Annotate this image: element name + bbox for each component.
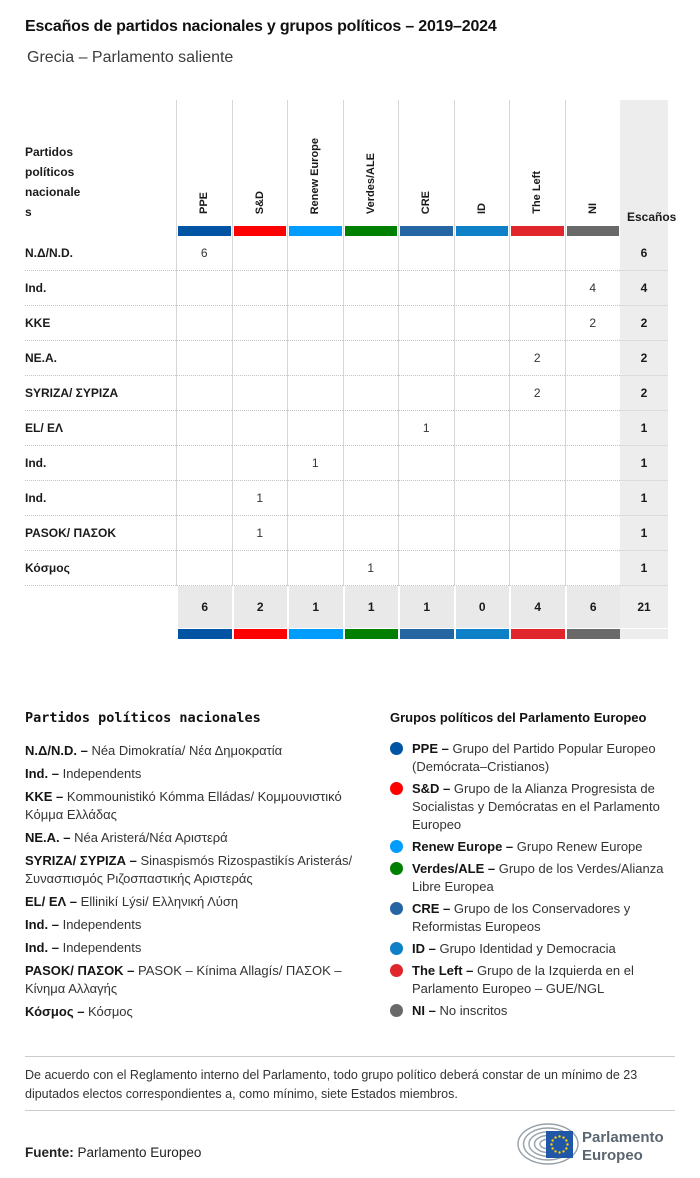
group-header-cells xyxy=(176,100,620,236)
group-legend-text xyxy=(412,780,678,834)
row-values xyxy=(176,341,620,376)
bottom-bar-spacer xyxy=(25,629,176,639)
seat-count-cell xyxy=(232,551,288,586)
row-values xyxy=(176,271,620,306)
row-values xyxy=(176,551,620,586)
seat-count-cell: 1 xyxy=(343,551,399,586)
seats-header-label: Escaños xyxy=(627,210,677,224)
group-legend-item xyxy=(390,780,678,834)
party-term: Ν.Δ/N.D. – xyxy=(25,743,88,758)
party-definition: Independents xyxy=(62,766,142,781)
group-header-cell xyxy=(176,100,232,236)
european-parliament-logo xyxy=(516,1117,684,1176)
seat-count-cell xyxy=(398,446,454,481)
seats-column-header xyxy=(620,100,677,236)
seat-count-cell xyxy=(454,411,510,446)
seats-value-cell: 2 xyxy=(620,306,668,341)
group-total-cell: 1 xyxy=(289,586,343,628)
group-definition: No inscritos xyxy=(439,1003,508,1018)
party-label: SYRIZA/ ΣΥΡΙΖΑ xyxy=(25,376,176,411)
group-color-bar xyxy=(234,226,287,236)
seat-count-cell xyxy=(398,516,454,551)
group-term: S&D – xyxy=(412,781,451,796)
party-label: Ind. xyxy=(25,446,176,481)
group-color-dot-icon xyxy=(390,902,403,915)
table-header-row xyxy=(25,100,677,236)
divider-bottom xyxy=(25,1110,675,1111)
seat-count-cell xyxy=(565,481,621,516)
seat-count-cell xyxy=(398,271,454,306)
seat-count-cell xyxy=(454,376,510,411)
group-definition: Grupo del Partido Popular Europeo (Demócrata–Cristianos) xyxy=(412,741,656,774)
party-legend-item xyxy=(25,852,365,888)
seat-count-cell xyxy=(176,516,232,551)
political-groups-legend-heading: Grupos políticos del Parlamento Europeo xyxy=(390,710,647,725)
seat-count-cell xyxy=(509,446,565,481)
seat-count-cell xyxy=(343,446,399,481)
group-total-cell: 6 xyxy=(567,586,621,628)
seat-count-cell xyxy=(176,306,232,341)
group-header-cell xyxy=(509,100,565,236)
seat-count-cell xyxy=(454,236,510,271)
group-header-label: ID xyxy=(475,203,488,214)
color-bar-segment xyxy=(400,629,454,639)
national-parties-legend xyxy=(25,710,365,1026)
bottom-bar-segments xyxy=(176,629,620,639)
table-row xyxy=(25,481,668,516)
party-legend-item xyxy=(25,742,365,760)
seat-count-cell xyxy=(343,236,399,271)
seat-count-cell xyxy=(232,341,288,376)
totals-cells xyxy=(176,586,620,628)
group-term: Verdes/ALE – xyxy=(412,861,496,876)
group-header-label: The Left xyxy=(531,171,544,214)
seats-value-cell: 2 xyxy=(620,341,668,376)
group-term: PPE – xyxy=(412,741,449,756)
group-color-bar xyxy=(178,226,231,236)
source-text: Parlamento Europeo xyxy=(77,1145,202,1160)
seat-count-cell xyxy=(176,411,232,446)
seat-count-cell xyxy=(287,411,343,446)
group-header-label: NI xyxy=(586,203,599,214)
party-legend-list xyxy=(25,742,365,1021)
ep-logo-graphic xyxy=(516,1117,684,1171)
row-values xyxy=(176,411,620,446)
group-legend-item xyxy=(390,962,678,998)
seat-count-cell: 2 xyxy=(565,306,621,341)
seats-value-cell: 1 xyxy=(620,411,668,446)
seat-count-cell xyxy=(454,271,510,306)
logo-text-line2: Europeo xyxy=(582,1147,643,1164)
table-row xyxy=(25,446,668,481)
row-values xyxy=(176,481,620,516)
footnote-text: De acuerdo con el Reglamento interno del Parlamento, todo grupo político deberá constar de un mínimo de 23 diputados electos correspondientes a, como mínimo, siete Estados miembros. xyxy=(25,1068,638,1101)
party-definition: Independents xyxy=(62,940,142,955)
group-term: ID – xyxy=(412,941,436,956)
group-header-cell xyxy=(565,100,621,236)
color-bar-segment xyxy=(289,629,343,639)
party-legend-item xyxy=(25,939,365,957)
seat-count-cell xyxy=(454,341,510,376)
seat-count-cell xyxy=(509,236,565,271)
seats-table xyxy=(25,100,677,639)
seat-count-cell xyxy=(454,516,510,551)
party-term: EL/ ΕΛ – xyxy=(25,894,78,909)
group-color-bar xyxy=(511,226,564,236)
table-row xyxy=(25,376,668,411)
seat-count-cell xyxy=(398,481,454,516)
party-term: PASOK/ ΠΑΣΟΚ – xyxy=(25,963,135,978)
party-legend-item xyxy=(25,916,365,934)
seat-count-cell xyxy=(565,551,621,586)
group-legend-item xyxy=(390,838,678,856)
seats-value-cell: 6 xyxy=(620,236,668,271)
group-legend-text xyxy=(412,740,678,776)
group-header-cell xyxy=(287,100,343,236)
group-color-dot-icon xyxy=(390,742,403,755)
party-label: Ind. xyxy=(25,271,176,306)
source-label: Fuente: xyxy=(25,1145,74,1160)
group-header-label: Verdes/ALE xyxy=(364,152,377,214)
seat-count-cell xyxy=(287,551,343,586)
group-header-label: CRE xyxy=(420,190,433,214)
seat-count-cell xyxy=(509,411,565,446)
group-legend-text xyxy=(412,1002,678,1020)
seat-count-cell xyxy=(232,446,288,481)
party-legend-item xyxy=(25,893,365,911)
seat-count-cell xyxy=(232,411,288,446)
party-definition: Néa Dimokratía/ Νέα Δημοκρατία xyxy=(91,743,283,758)
seat-count-cell xyxy=(398,236,454,271)
logo-text-line1: Parlamento xyxy=(582,1129,664,1146)
party-legend-item xyxy=(25,962,365,998)
seat-count-cell xyxy=(509,306,565,341)
corner-header-cell xyxy=(25,100,176,236)
seat-count-cell xyxy=(398,376,454,411)
table-row xyxy=(25,551,668,586)
seats-value-cell: 2 xyxy=(620,376,668,411)
seat-count-cell: 1 xyxy=(232,481,288,516)
party-definition: Ellinikí Lýsi/ Ελληνική Λύση xyxy=(80,894,239,909)
color-bar-segment xyxy=(511,629,565,639)
table-row xyxy=(25,306,668,341)
seat-count-cell: 4 xyxy=(565,271,621,306)
party-label: Ν.Δ/N.D. xyxy=(25,236,176,271)
group-color-dot-icon xyxy=(390,862,403,875)
group-color-bar xyxy=(345,226,398,236)
row-values xyxy=(176,376,620,411)
seat-count-cell xyxy=(287,516,343,551)
party-legend-item xyxy=(25,829,365,847)
seat-count-cell xyxy=(287,271,343,306)
seat-count-cell xyxy=(565,446,621,481)
divider-top xyxy=(25,1056,675,1057)
seat-count-cell: 1 xyxy=(398,411,454,446)
seat-count-cell xyxy=(398,306,454,341)
party-term: NE.A. – xyxy=(25,830,71,845)
national-parties-legend-heading: Partidos políticos nacionales xyxy=(25,710,261,726)
seats-value-cell: 1 xyxy=(620,481,668,516)
group-color-dot-icon xyxy=(390,1004,403,1017)
group-legend-item xyxy=(390,1002,678,1020)
table-body xyxy=(25,236,668,586)
group-total-cell: 4 xyxy=(511,586,565,628)
seat-count-cell xyxy=(287,481,343,516)
seat-count-cell xyxy=(176,271,232,306)
seat-count-cell xyxy=(398,341,454,376)
table-row xyxy=(25,411,668,446)
party-label: NE.A. xyxy=(25,341,176,376)
seats-value-cell: 4 xyxy=(620,271,668,306)
seat-count-cell xyxy=(287,306,343,341)
party-term: Κόσμος – xyxy=(25,1004,85,1019)
seat-count-cell xyxy=(176,481,232,516)
corner-header-label: Partidos políticos nacionales xyxy=(25,145,81,219)
seat-count-cell xyxy=(176,341,232,376)
seat-count-cell xyxy=(454,551,510,586)
seat-count-cell xyxy=(343,411,399,446)
group-color-dot-icon xyxy=(390,782,403,795)
seat-count-cell xyxy=(565,411,621,446)
group-term: The Left – xyxy=(412,963,474,978)
group-header-cell xyxy=(343,100,399,236)
group-legend-text xyxy=(412,860,678,896)
party-definition: Kommounistikó Kómma Elládas/ Κομμουνιστικό Κόμμα Ελλάδας xyxy=(25,789,342,822)
group-term: NI – xyxy=(412,1003,436,1018)
group-color-dot-icon xyxy=(390,942,403,955)
party-label: Ind. xyxy=(25,481,176,516)
group-header-label: PPE xyxy=(198,191,211,214)
group-color-bar xyxy=(456,226,509,236)
group-legend-item xyxy=(390,860,678,896)
seat-count-cell xyxy=(509,516,565,551)
party-term: Ind. – xyxy=(25,766,59,781)
seat-count-cell xyxy=(287,341,343,376)
seat-count-cell xyxy=(343,271,399,306)
seat-count-cell xyxy=(565,516,621,551)
seat-count-cell xyxy=(565,341,621,376)
table-row xyxy=(25,271,668,306)
seat-count-cell xyxy=(343,341,399,376)
seats-value-cell: 1 xyxy=(620,446,668,481)
party-label: EL/ ΕΛ xyxy=(25,411,176,446)
party-legend-item xyxy=(25,765,365,783)
seat-count-cell: 2 xyxy=(509,376,565,411)
party-label: KKE xyxy=(25,306,176,341)
color-bar-segment xyxy=(567,629,621,639)
totals-row xyxy=(25,586,668,628)
bottom-color-bar xyxy=(25,629,668,639)
group-header-label: Renew Europe xyxy=(309,137,322,214)
group-color-dot-icon xyxy=(390,964,403,977)
source-line xyxy=(25,1145,201,1160)
group-definition: Grupo de la Izquierda en el Parlamento Europeo – GUE/NGL xyxy=(412,963,634,996)
group-definition: Grupo Identidad y Democracia xyxy=(439,941,616,956)
seat-count-cell xyxy=(176,551,232,586)
group-legend-text xyxy=(412,940,678,958)
seat-count-cell: 1 xyxy=(287,446,343,481)
seat-count-cell xyxy=(343,481,399,516)
seat-count-cell: 6 xyxy=(176,236,232,271)
row-values xyxy=(176,236,620,271)
table-row xyxy=(25,236,668,271)
seat-count-cell xyxy=(287,236,343,271)
group-header-cell xyxy=(232,100,288,236)
color-bar-segment xyxy=(178,629,232,639)
seat-count-cell xyxy=(509,481,565,516)
seat-count-cell xyxy=(565,236,621,271)
group-total-cell: 1 xyxy=(345,586,399,628)
group-total-cell: 6 xyxy=(178,586,232,628)
group-header-cell xyxy=(398,100,454,236)
row-values xyxy=(176,306,620,341)
group-legend-text xyxy=(412,900,678,936)
seat-count-cell xyxy=(176,446,232,481)
seats-value-cell: 1 xyxy=(620,551,668,586)
group-legend-item xyxy=(390,740,678,776)
party-definition: PASOK – Kínima Allagís/ ΠΑΣΟΚ – Κίνημα Αλλαγής xyxy=(25,963,342,996)
group-definition: Grupo de los Conservadores y Reformistas Europeos xyxy=(412,901,631,934)
party-term: Ind. – xyxy=(25,917,59,932)
party-term: SYRIZA/ ΣΥΡΙΖΑ – xyxy=(25,853,137,868)
seat-count-cell xyxy=(454,306,510,341)
party-label: PASOK/ ΠΑΣΟΚ xyxy=(25,516,176,551)
row-values xyxy=(176,446,620,481)
party-legend-item xyxy=(25,1003,365,1021)
group-total-cell: 2 xyxy=(234,586,288,628)
seat-count-cell xyxy=(176,376,232,411)
seat-count-cell: 1 xyxy=(232,516,288,551)
seat-count-cell xyxy=(343,306,399,341)
totals-seats-cell: 21 xyxy=(620,586,668,628)
party-definition: Sinaspismós Rizospastikís Aristerás/ Συνασπισμός Ριζοσπαστικής Αριστεράς xyxy=(25,853,353,886)
group-color-bar xyxy=(289,226,342,236)
party-term: KKE – xyxy=(25,789,64,804)
totals-label-cell xyxy=(25,586,176,628)
group-definition: Grupo Renew Europe xyxy=(516,839,643,854)
group-color-bar xyxy=(567,226,620,236)
group-legend-text xyxy=(412,838,678,856)
group-legend-item xyxy=(390,940,678,958)
group-legend-item xyxy=(390,900,678,936)
seat-count-cell xyxy=(454,446,510,481)
group-term: CRE – xyxy=(412,901,451,916)
color-bar-segment xyxy=(234,629,288,639)
seat-count-cell xyxy=(565,376,621,411)
seat-count-cell xyxy=(509,271,565,306)
party-definition: Κόσμος xyxy=(88,1004,133,1019)
political-groups-legend xyxy=(390,710,678,1024)
color-bar-segment xyxy=(345,629,399,639)
group-legend-list xyxy=(390,740,678,1020)
seat-count-cell xyxy=(232,271,288,306)
seats-value-cell: 1 xyxy=(620,516,668,551)
seat-count-cell xyxy=(287,376,343,411)
seat-count-cell xyxy=(398,551,454,586)
group-total-cell: 1 xyxy=(400,586,454,628)
group-total-cell: 0 xyxy=(456,586,510,628)
eu-flag-icon xyxy=(546,1131,573,1158)
seat-count-cell xyxy=(509,551,565,586)
group-legend-text xyxy=(412,962,678,998)
seat-count-cell: 2 xyxy=(509,341,565,376)
row-values xyxy=(176,516,620,551)
seat-count-cell xyxy=(343,516,399,551)
group-term: Renew Europe – xyxy=(412,839,514,854)
party-definition: Independents xyxy=(62,917,142,932)
party-legend-item xyxy=(25,788,365,824)
table-row xyxy=(25,341,668,376)
seat-count-cell xyxy=(232,306,288,341)
group-definition: Grupo de los Verdes/Alianza Libre Europea xyxy=(412,861,664,894)
seat-count-cell xyxy=(343,376,399,411)
party-definition: Néa Aristerá/Νέα Αριστερά xyxy=(74,830,228,845)
page-title: Escaños de partidos nacionales y grupos políticos – 2019–2024 xyxy=(25,18,497,35)
seat-count-cell xyxy=(454,481,510,516)
table-row xyxy=(25,516,668,551)
party-term: Ind. – xyxy=(25,940,59,955)
bottom-bar-seats-spacer xyxy=(620,629,668,639)
group-definition: Grupo de la Alianza Progresista de Socialistas y Demócratas en el Parlamento Europeo xyxy=(412,781,660,832)
group-color-dot-icon xyxy=(390,840,403,853)
group-header-cell xyxy=(454,100,510,236)
page-subtitle: Grecia – Parlamento saliente xyxy=(27,49,234,66)
seat-count-cell xyxy=(232,376,288,411)
party-label: Κόσμος xyxy=(25,551,176,586)
seat-count-cell xyxy=(232,236,288,271)
group-header-label: S&D xyxy=(253,190,266,214)
color-bar-segment xyxy=(456,629,510,639)
group-color-bar xyxy=(400,226,453,236)
